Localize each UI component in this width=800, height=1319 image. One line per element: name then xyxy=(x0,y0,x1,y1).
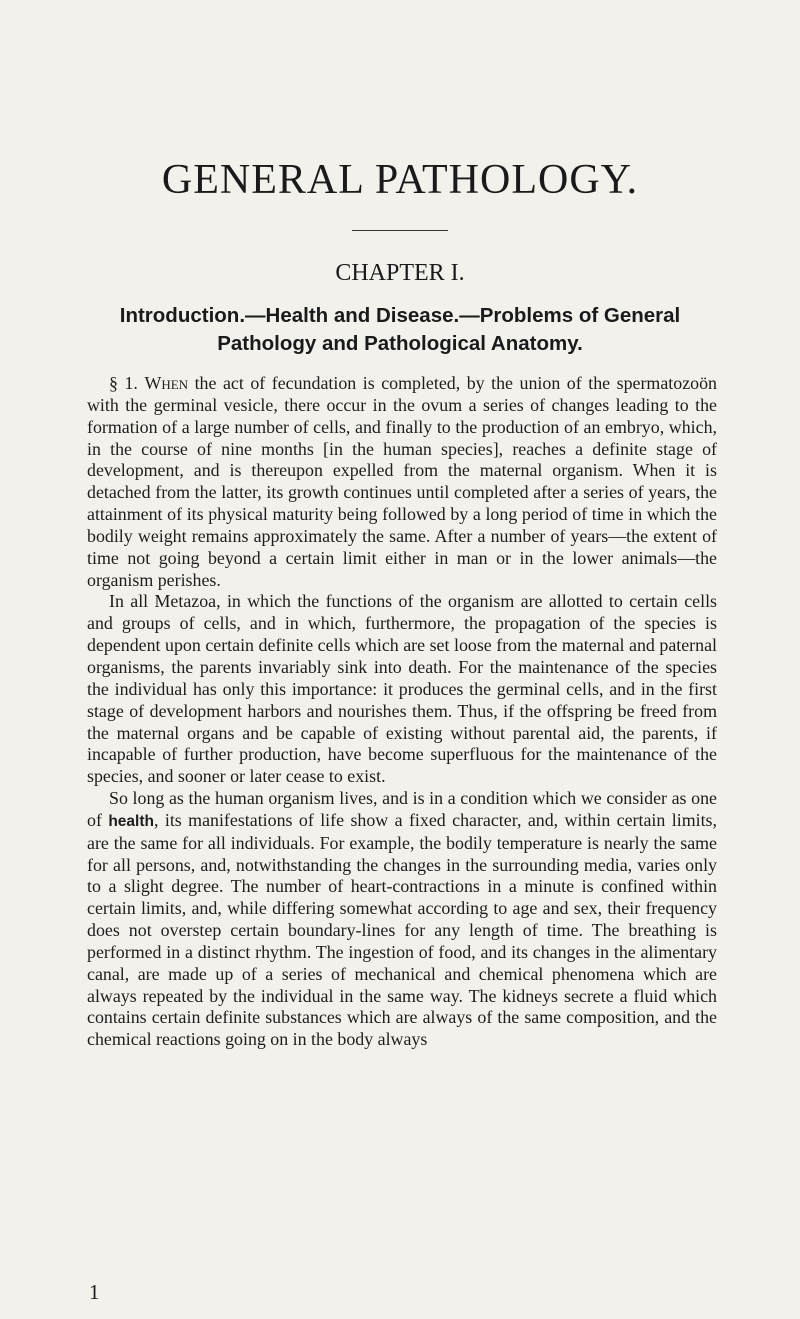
section-number: § 1. xyxy=(109,373,138,393)
paragraph-1-text: the act of fecundation is completed, by the union of the spermatozoön with the germinal vesicle, there occur in the ovum a series of changes leading to the formation of a large number of cells, and finally to the production of an embryo, which, in the course of nine months [in the human species], reaches a definite stage of development, and is thereupon expelled from the maternal organism. When it is detached from the latter, its growth continues until completed after a series of years, the attainment of its physical maturity being followed by a long period of time in which the bodily weight remains approximately the same. After a number of years—the extent of time not going beyond a certain limit either in man or in the lower animals—the organism perishes. xyxy=(87,373,717,590)
paragraph-3-text-after: , its manifestations of life show a fixed character, and, within certain limits, are the same for all individuals. For example, the bodily temperature is nearly the same for all persons, and, notwithstanding the changes in the surrounding media, varies only to a slight degree. The number of heart-contractions in a minute is confined within certain limits, and, while differing somewhat according to age and sex, their frequency does not overstep certain boundary-lines for any length of time. The breathing is performed in a distinct rhythm. The ingestion of food, and its changes in the alimentary canal, are made up of a series of mechanical and chemical phenomena which are always repeated by the individual in the same way. The kidneys secrete a fluid which contains certain definite substances which are always of the same composition, and the chemical reactions going on in the body always xyxy=(87,809,717,1050)
chapter-subtitle: Introduction.—Health and Disease.—Problems of General Pathology and Pathological Anatomy. xyxy=(119,304,681,355)
paragraph-2-text: In all Metazoa, in which the functions of the organism are allotted to certain cells and groups of cells, and in which, furthermore, the propagation of the species is dependent upon certain definite cells which are set loose from the maternal and paternal organisms, the parents invariably sink into death. For the maintenance of the species the individual has only this importance: it produces the germinal cells, and in the first stage of development harbors and nourishes them. Thus, if the offspring be freed from the maternal organs and be capable of existing without parental aid, the parents, if incapable of further production, have become superfluous for the maintenance of the species, and sooner or later cease to exist. xyxy=(87,591,717,787)
health-emphasis: health xyxy=(108,812,154,830)
paragraph-1 xyxy=(87,373,717,591)
lead-word: When xyxy=(144,373,189,393)
paragraph-3-text-before: So long as the human organism lives, and is in a condition which we consider as one of xyxy=(87,788,717,830)
paragraph-2 xyxy=(87,591,717,788)
book-title: GENERAL PATHOLOGY. xyxy=(161,157,639,203)
chapter-heading: CHAPTER I. xyxy=(335,260,465,286)
paragraph-3 xyxy=(87,788,717,1051)
page-number: 1 xyxy=(89,1280,100,1304)
title-divider xyxy=(352,230,448,231)
body-text xyxy=(87,373,717,1051)
